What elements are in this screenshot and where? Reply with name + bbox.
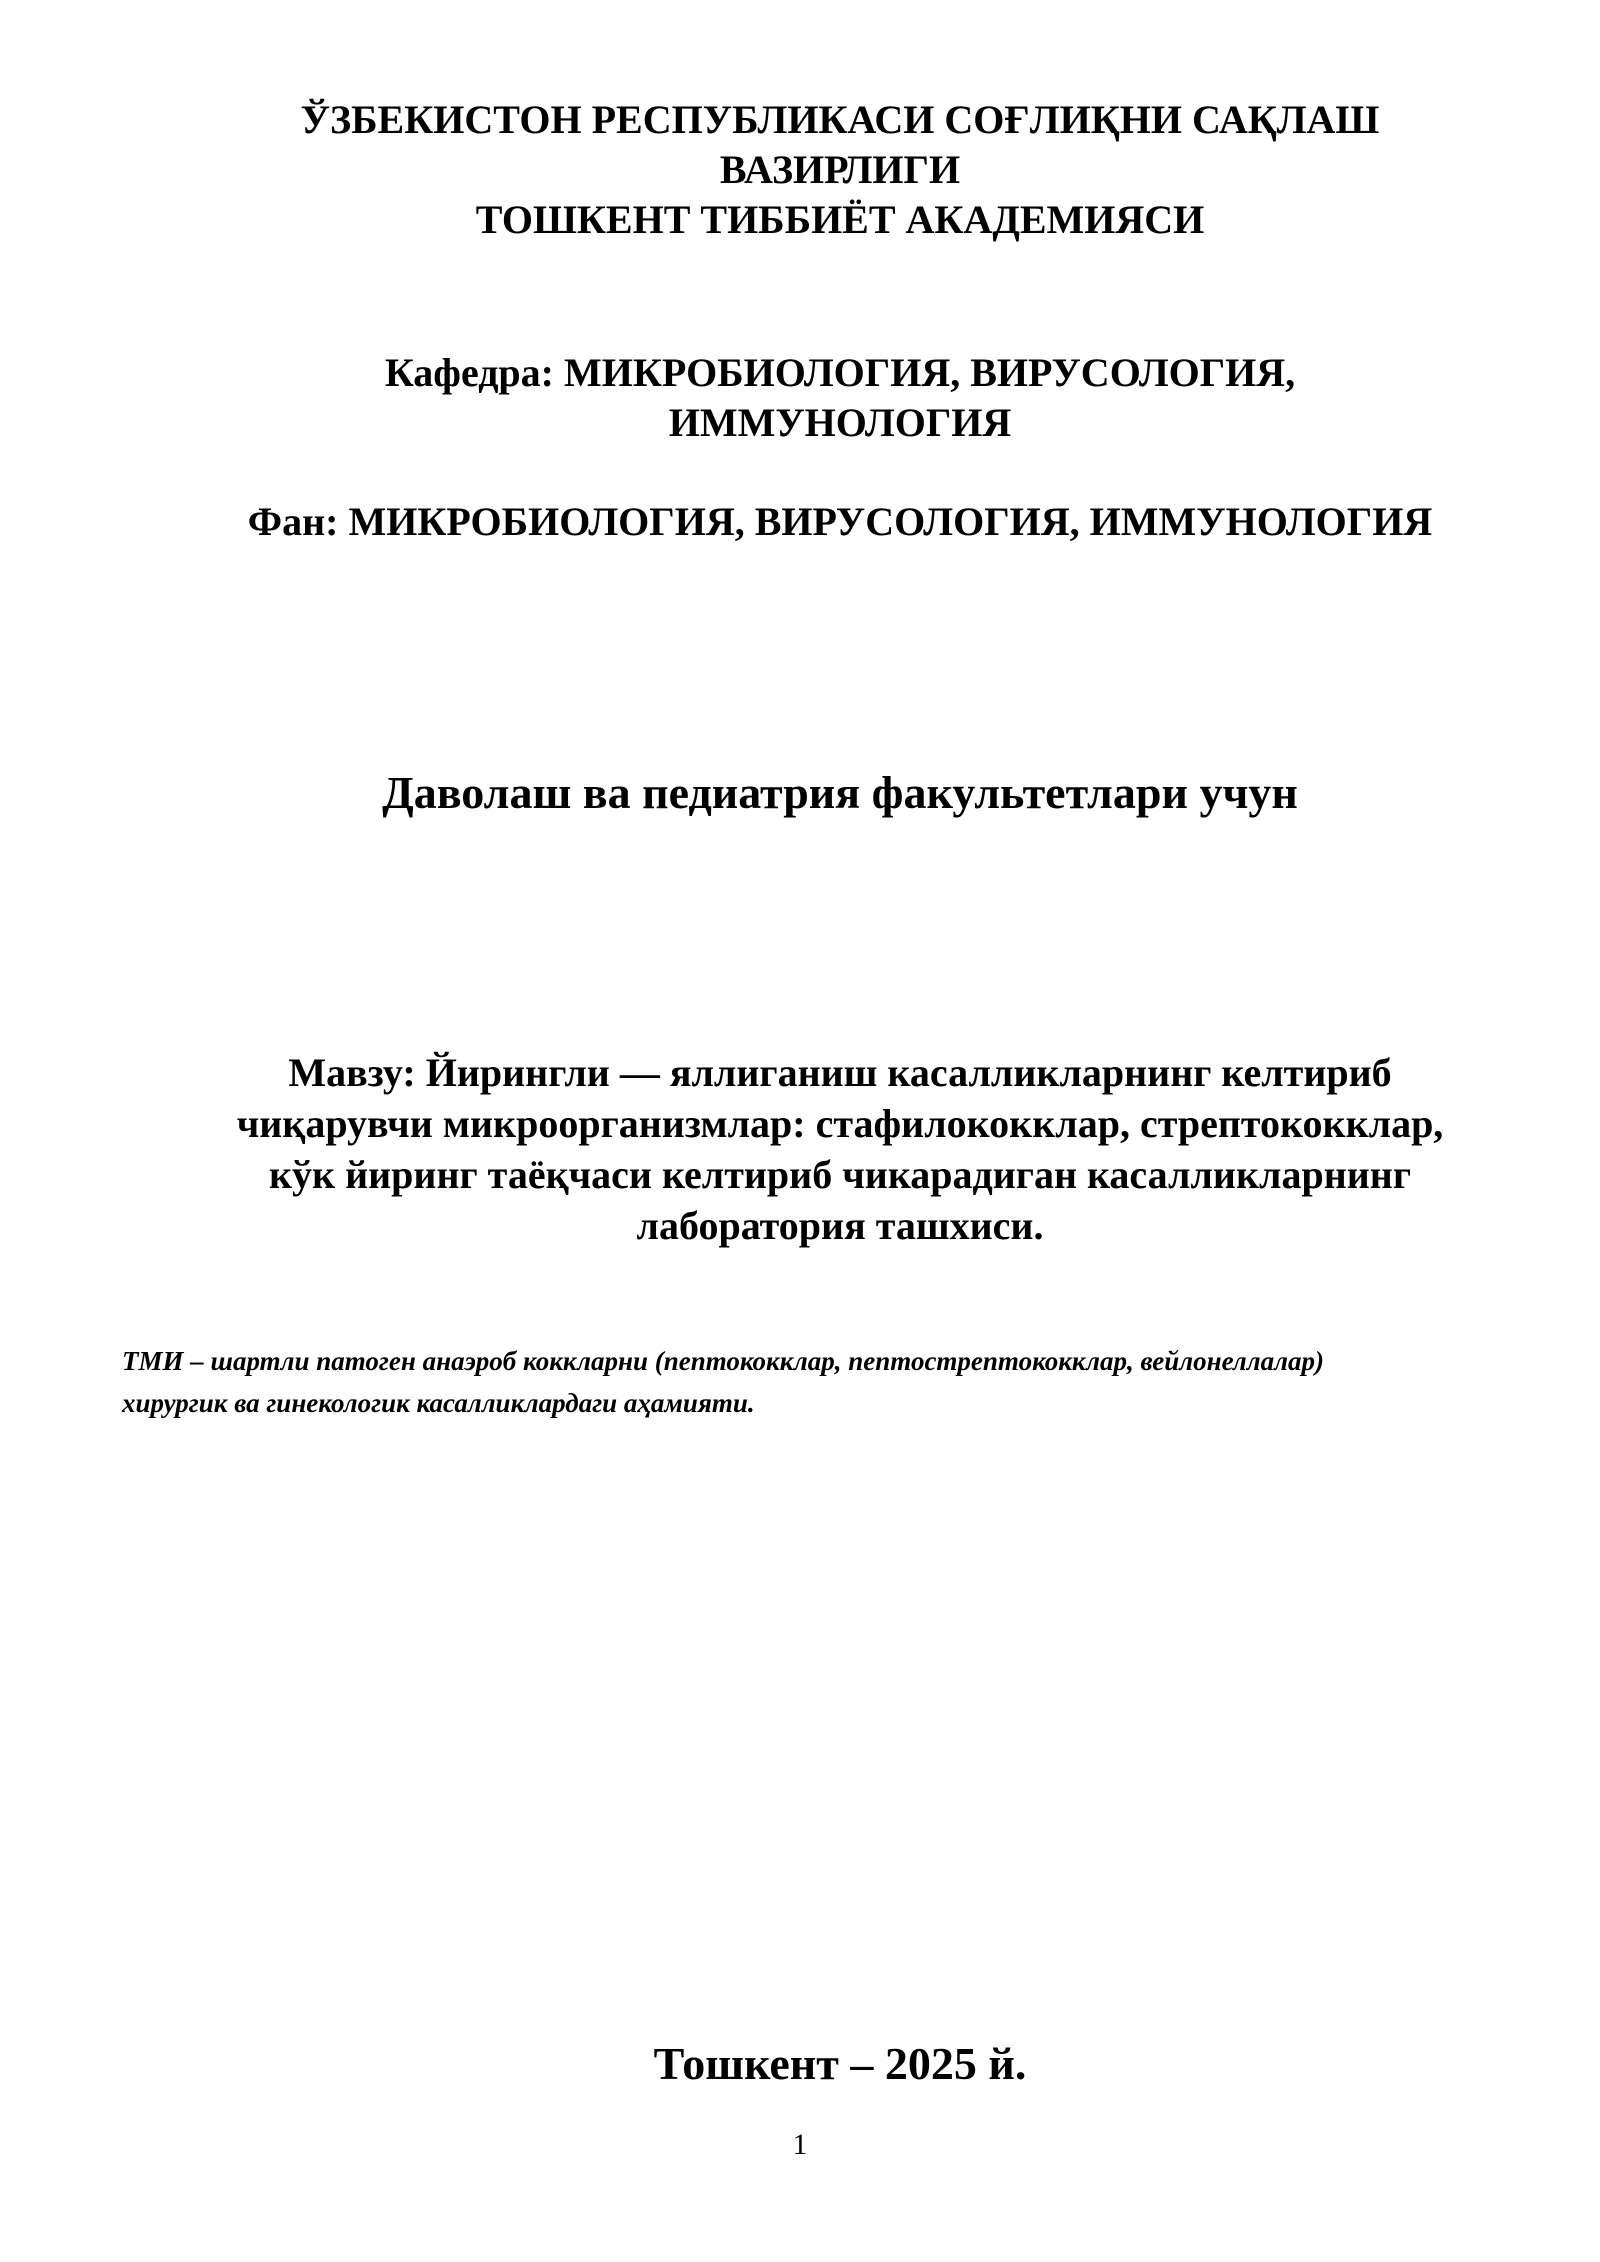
department-heading	[200, 348, 1480, 448]
department-line-1: Кафедра: МИКРОБИОЛОГИЯ, ВИРУСОЛОГИЯ,	[384, 350, 1296, 395]
topic-line-4: лаборатория ташхиси.	[636, 1203, 1044, 1248]
page-number: 1	[792, 2128, 808, 2161]
department-line-2: ИММУНОЛОГИЯ	[668, 400, 1012, 445]
topic-heading	[110, 1047, 1570, 1251]
ministry-line-1: ЎЗБЕКИСТОН РЕСПУБЛИКАСИ СОҒЛИҚНИ САҚЛАШ	[300, 97, 1380, 142]
subject-heading: Фан: МИКРОБИОЛОГИЯ, ВИРУСОЛОГИЯ, ИММУНОЛОГИЯ	[247, 499, 1433, 544]
city-year: Тошкент – 2025 й.	[653, 2038, 1027, 2089]
ministry-line-2: ВАЗИРЛИГИ	[719, 147, 961, 192]
ministry-heading	[200, 95, 1480, 245]
faculty-heading: Даволаш ва педиатрия факультетлари учун	[382, 767, 1298, 818]
academy-name: ТОШКЕНТ ТИББИЁТ АКАДЕМИЯСИ	[475, 197, 1205, 242]
topic-line-2: чиқарувчи микроорганизмлар: стафилококклар, стрептококклар,	[236, 1101, 1444, 1146]
tmi-paragraph	[122, 1340, 1522, 1424]
topic-line-1: Мавзу: Йирингли — яллиганиш касалликларнинг келтириб	[288, 1050, 1392, 1095]
tmi-line-1: ТМИ – шартли патоген анаэроб коккларни (пептококклар, пептострептококклар, вейлонеллалар)	[122, 1346, 1324, 1376]
topic-line-3: кўк йиринг таёқчаси келтириб чикарадиган касалликларнинг	[268, 1152, 1411, 1197]
tmi-line-2: хирургик ва гинекологик касалликлардаги аҳамияти.	[122, 1388, 755, 1418]
